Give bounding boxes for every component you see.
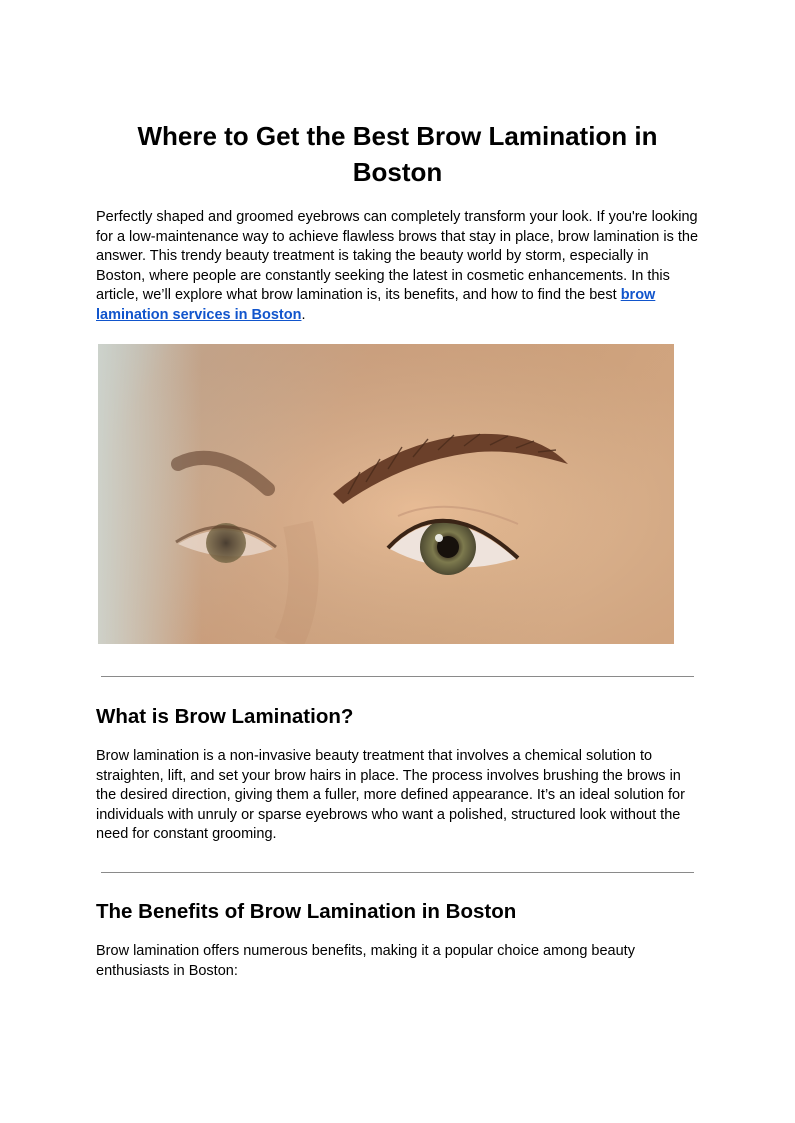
article-title: Where to Get the Best Brow Lamination in Boston (137, 121, 658, 187)
eyebrow-closeup-photo (98, 344, 674, 644)
intro-text: Perfectly shaped and groomed eyebrows can completely transform your look. If you're looking for a low-maintenance way to achieve flawless brows that stay in place, brow lamination is the answer. This trendy beauty treatment is taking the beauty world by storm, especially in Boston, where people are constantly seeking the latest in cosmetic enhancements. In this article, we’ll explore what brow lamination is, its benefits, and how to find the best (96, 209, 699, 304)
section-divider (101, 676, 694, 677)
section-heading-benefits: The Benefits of Brow Lamination in Boston (96, 900, 517, 923)
section-body-what-is: Brow lamination is a non-invasive beauty treatment that involves a chemical solution to straighten, lift, and set your brow hairs in place. The process involves brushing the brows in the desired direction, giving them a fuller, more defined appearance. It’s an ideal solution for individuals with unruly or sparse eyebrows who want a polished, structured look without the need for constant grooming. (96, 748, 685, 843)
section-body-benefits: Brow lamination offers numerous benefits, making it a popular choice among beauty enthusiasts in Boston: (96, 943, 635, 979)
intro-paragraph (96, 208, 699, 326)
brow-lamination-services-link[interactable]: brow lamination services in Boston (96, 287, 656, 323)
section-heading-what-is: What is Brow Lamination? (96, 705, 354, 728)
section-divider (101, 872, 694, 873)
intro-end: . (301, 306, 306, 323)
